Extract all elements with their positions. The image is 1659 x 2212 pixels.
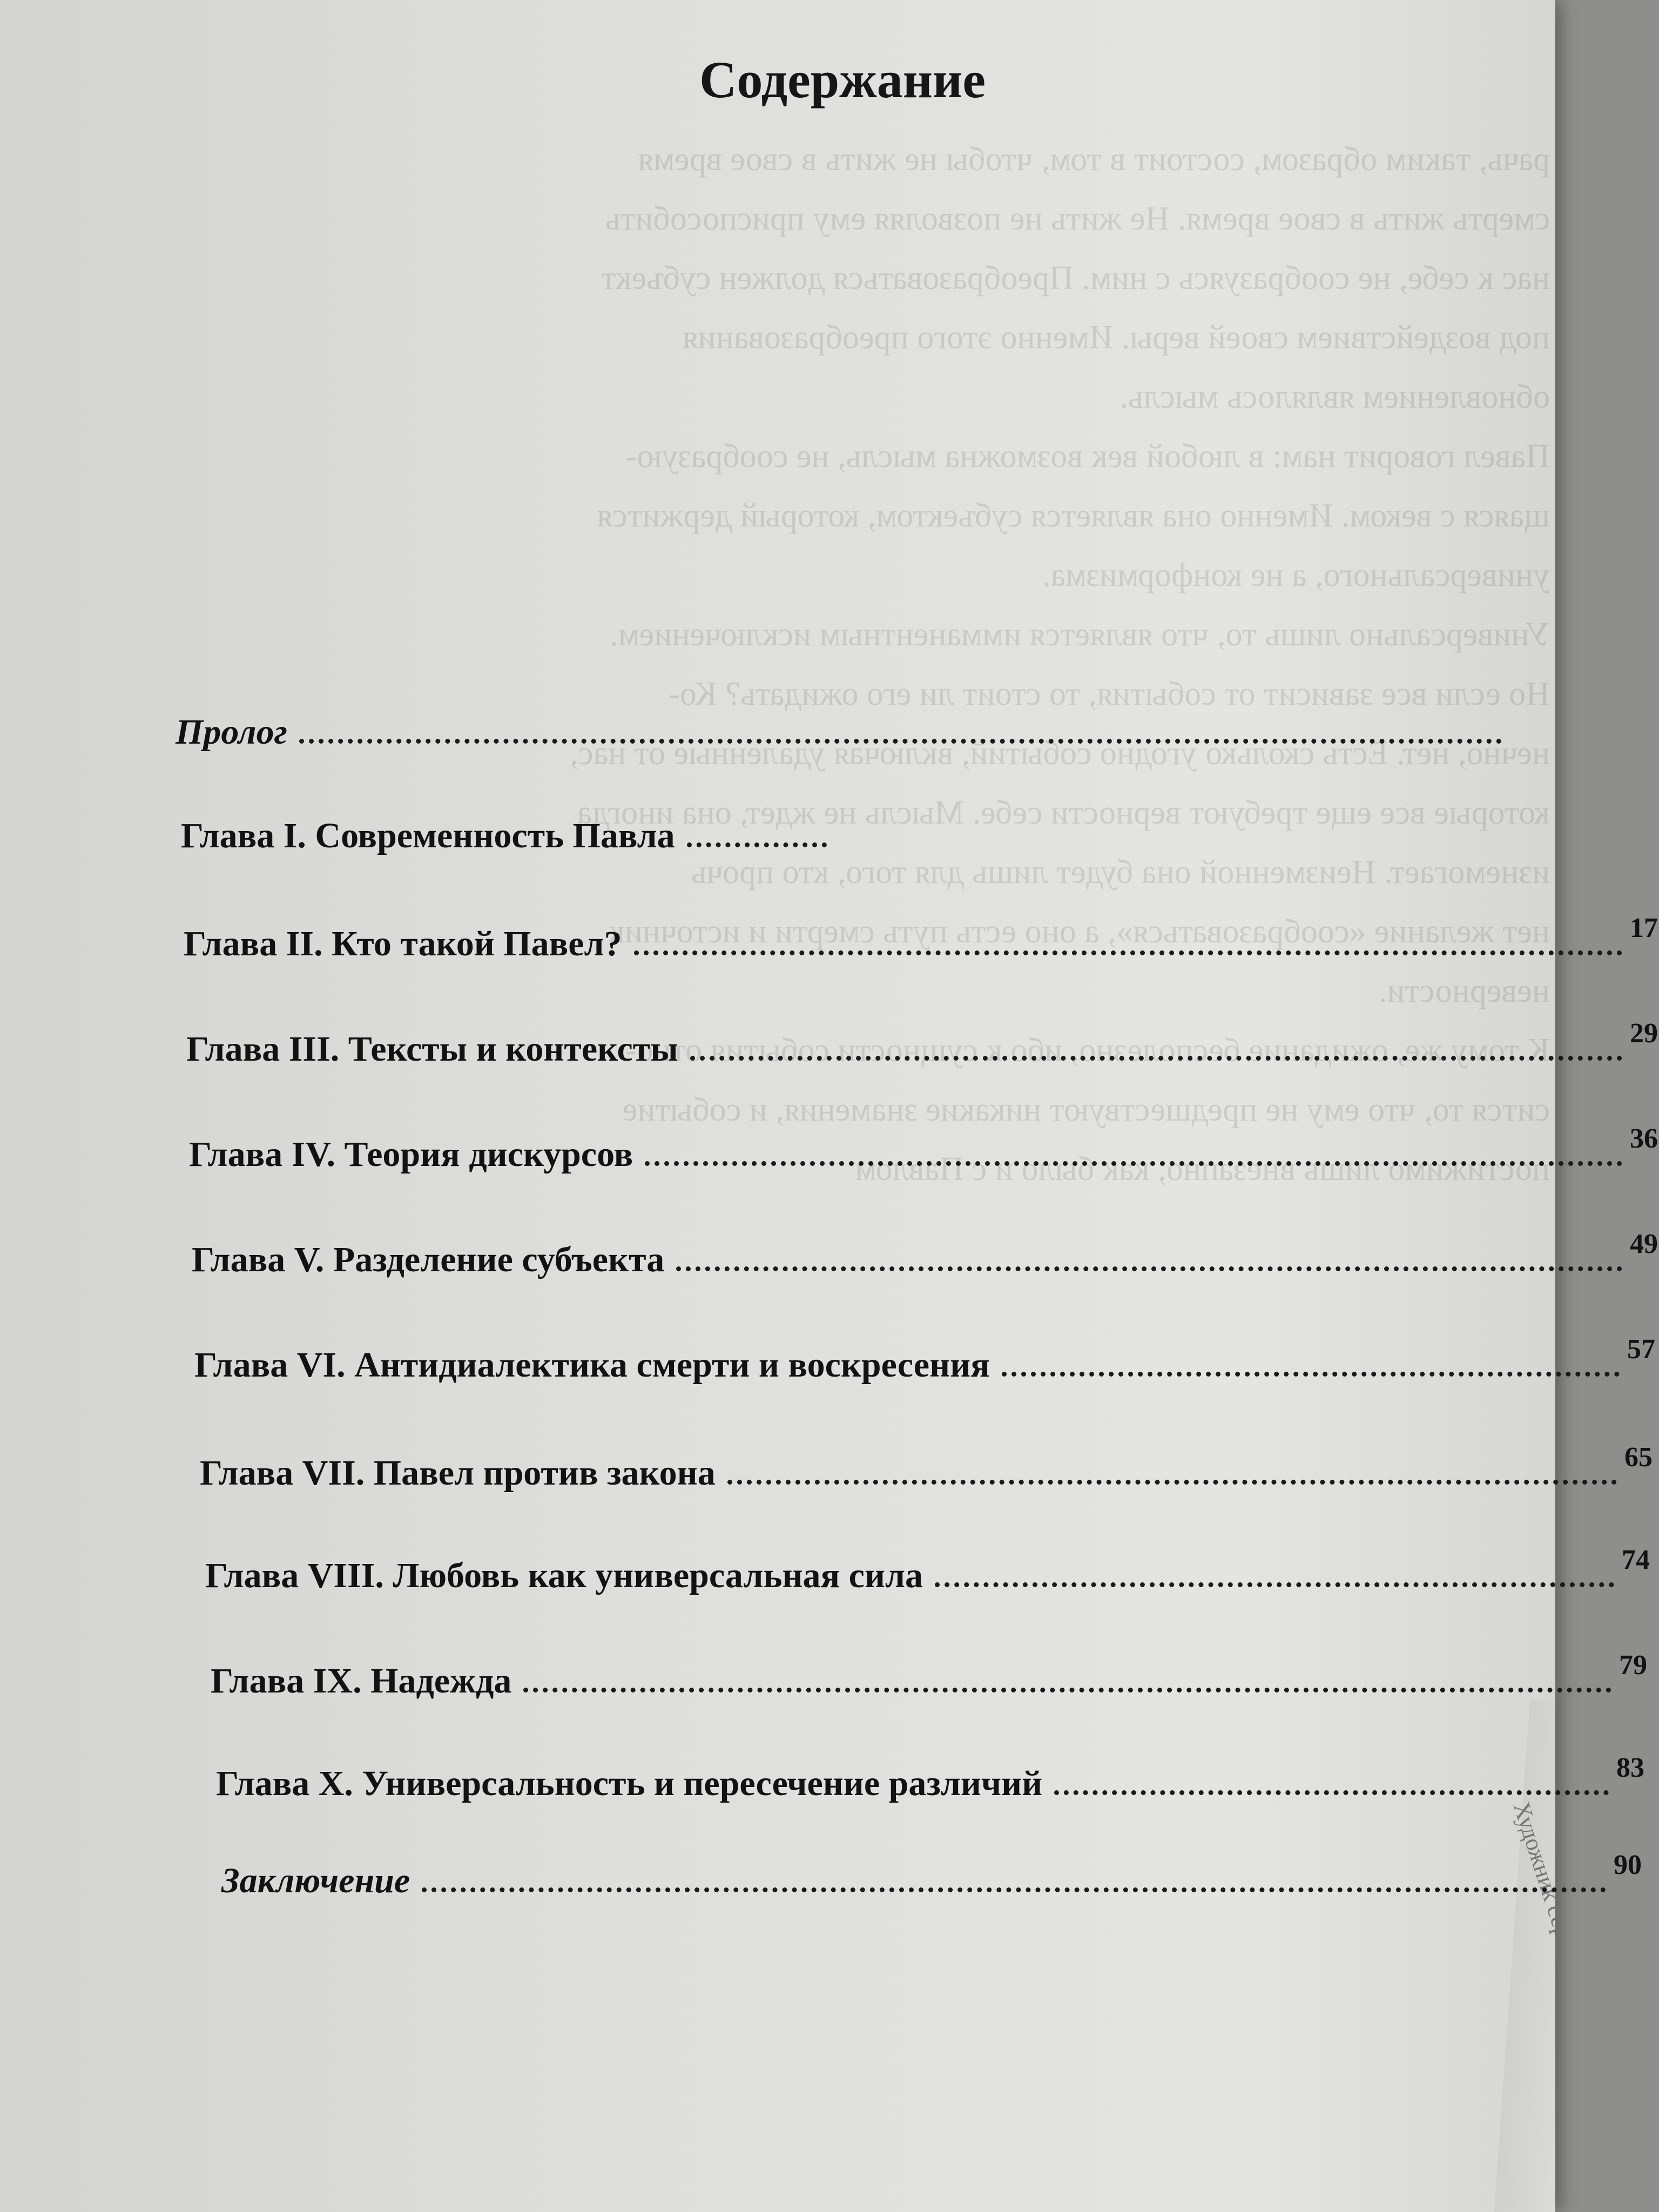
toc-entry-prologue[interactable] [176,712,1509,753]
toc-entry-label: Глава IV. Теория дискурсов [189,1135,633,1174]
dot-leader [1054,1790,1609,1795]
toc-entry-chapter-6[interactable] [194,1334,1655,1386]
dot-leader [676,1266,1622,1271]
toc-entry-label: Глава III. Тексты и контексты [186,1029,678,1069]
toc-entry-chapter-4[interactable] [189,1123,1658,1175]
page-title: Содержание [699,51,986,109]
toc-page-number: 29 [1630,1018,1658,1049]
toc-entry-label: Глава IX. Надежда [211,1661,512,1701]
toc-entry-conclusion[interactable] [221,1850,1642,1901]
toc-entry-chapter-7[interactable] [200,1442,1653,1494]
dot-leader [299,739,1502,744]
toc-page-number: 65 [1624,1442,1653,1473]
toc-entry-chapter-1[interactable] [181,815,834,857]
toc-page-number: 74 [1622,1545,1650,1575]
bleed-through-text: рачь, таким образом, состоит в том, чтобы не жить в свое время смерть жить в свое время. Не жить не позволяя ему приспособить нас к себе, не сообразуясь с ним. Преобразоваться должен субъект под воздействием своей веры. Именно этого преобразования обновлением являлось мысль. Павел говорит нам: в любой век возможна мысль, не сообразую- щаяся с веком. Именно она является субъектом, который держится универсального, а не конформизма. Универсально лишь то, что является имманентным исключением. Но если все зависит от события, то стоит ли его ожидать? Ко- нечно, нет. Есть сколько угодно событий, включая удаленные от нас, которые все еще требуют верности себе. Мысль не ждет, она иногда изнемогает. Неизменной она будет лишь для того, кто прочь нет желание «сообразоваться», а оно есть путь смерти и источник неверности. К тому же, ожидание бесполезно, ибо к сущности события отно- сится то, что ему не предшествуют никакие знамения, и событие постижимо лишь внезапно, как было и с Павлом [570,141,1550,1188]
toc-entry-label: Пролог [176,712,287,752]
toc-entry-label: Глава V. Разделение субъекта [192,1240,665,1279]
toc-entry-chapter-3[interactable] [186,1018,1658,1070]
dot-leader [422,1887,1606,1892]
toc-entry-chapter-9[interactable] [211,1650,1647,1702]
dot-leader [645,1161,1622,1166]
toc-page-number: 36 [1630,1123,1658,1154]
dot-leader [935,1582,1614,1587]
toc-entry-label: Глава VIII. Любовь как универсальная сила [205,1556,923,1595]
toc-entry-chapter-10[interactable] [216,1752,1644,1804]
toc-entry-label: Глава X. Универсальность и пересечение различий [216,1764,1043,1803]
dot-leader [690,1056,1622,1061]
toc-entry-chapter-5[interactable] [192,1229,1658,1280]
toc-entry-label: Заключение [221,1861,410,1900]
toc-page-number: 83 [1616,1752,1644,1783]
toc-entry-chapter-2[interactable] [184,913,1658,965]
toc-entry-label: Глава II. Кто такой Павел? [184,924,622,963]
toc-page-number: 17 [1630,913,1658,943]
dot-leader [523,1688,1611,1692]
toc-entry-label: Глава I. Современность Павла [181,816,675,855]
toc-page-number: 49 [1630,1229,1658,1259]
toc-entry-label: Глава VII. Павел против закона [200,1453,716,1493]
dot-leader [687,842,827,847]
dot-leader [727,1480,1617,1485]
toc-page-number: 57 [1627,1334,1655,1365]
toc-entry-chapter-8[interactable] [205,1545,1650,1596]
toc-entry-label: Глава VI. Антидиалектика смерти и воскресения [194,1345,990,1385]
dot-leader [634,950,1622,955]
dot-leader [1002,1372,1620,1377]
toc-page-number: 90 [1614,1850,1642,1880]
toc-page-number: 79 [1619,1650,1647,1681]
